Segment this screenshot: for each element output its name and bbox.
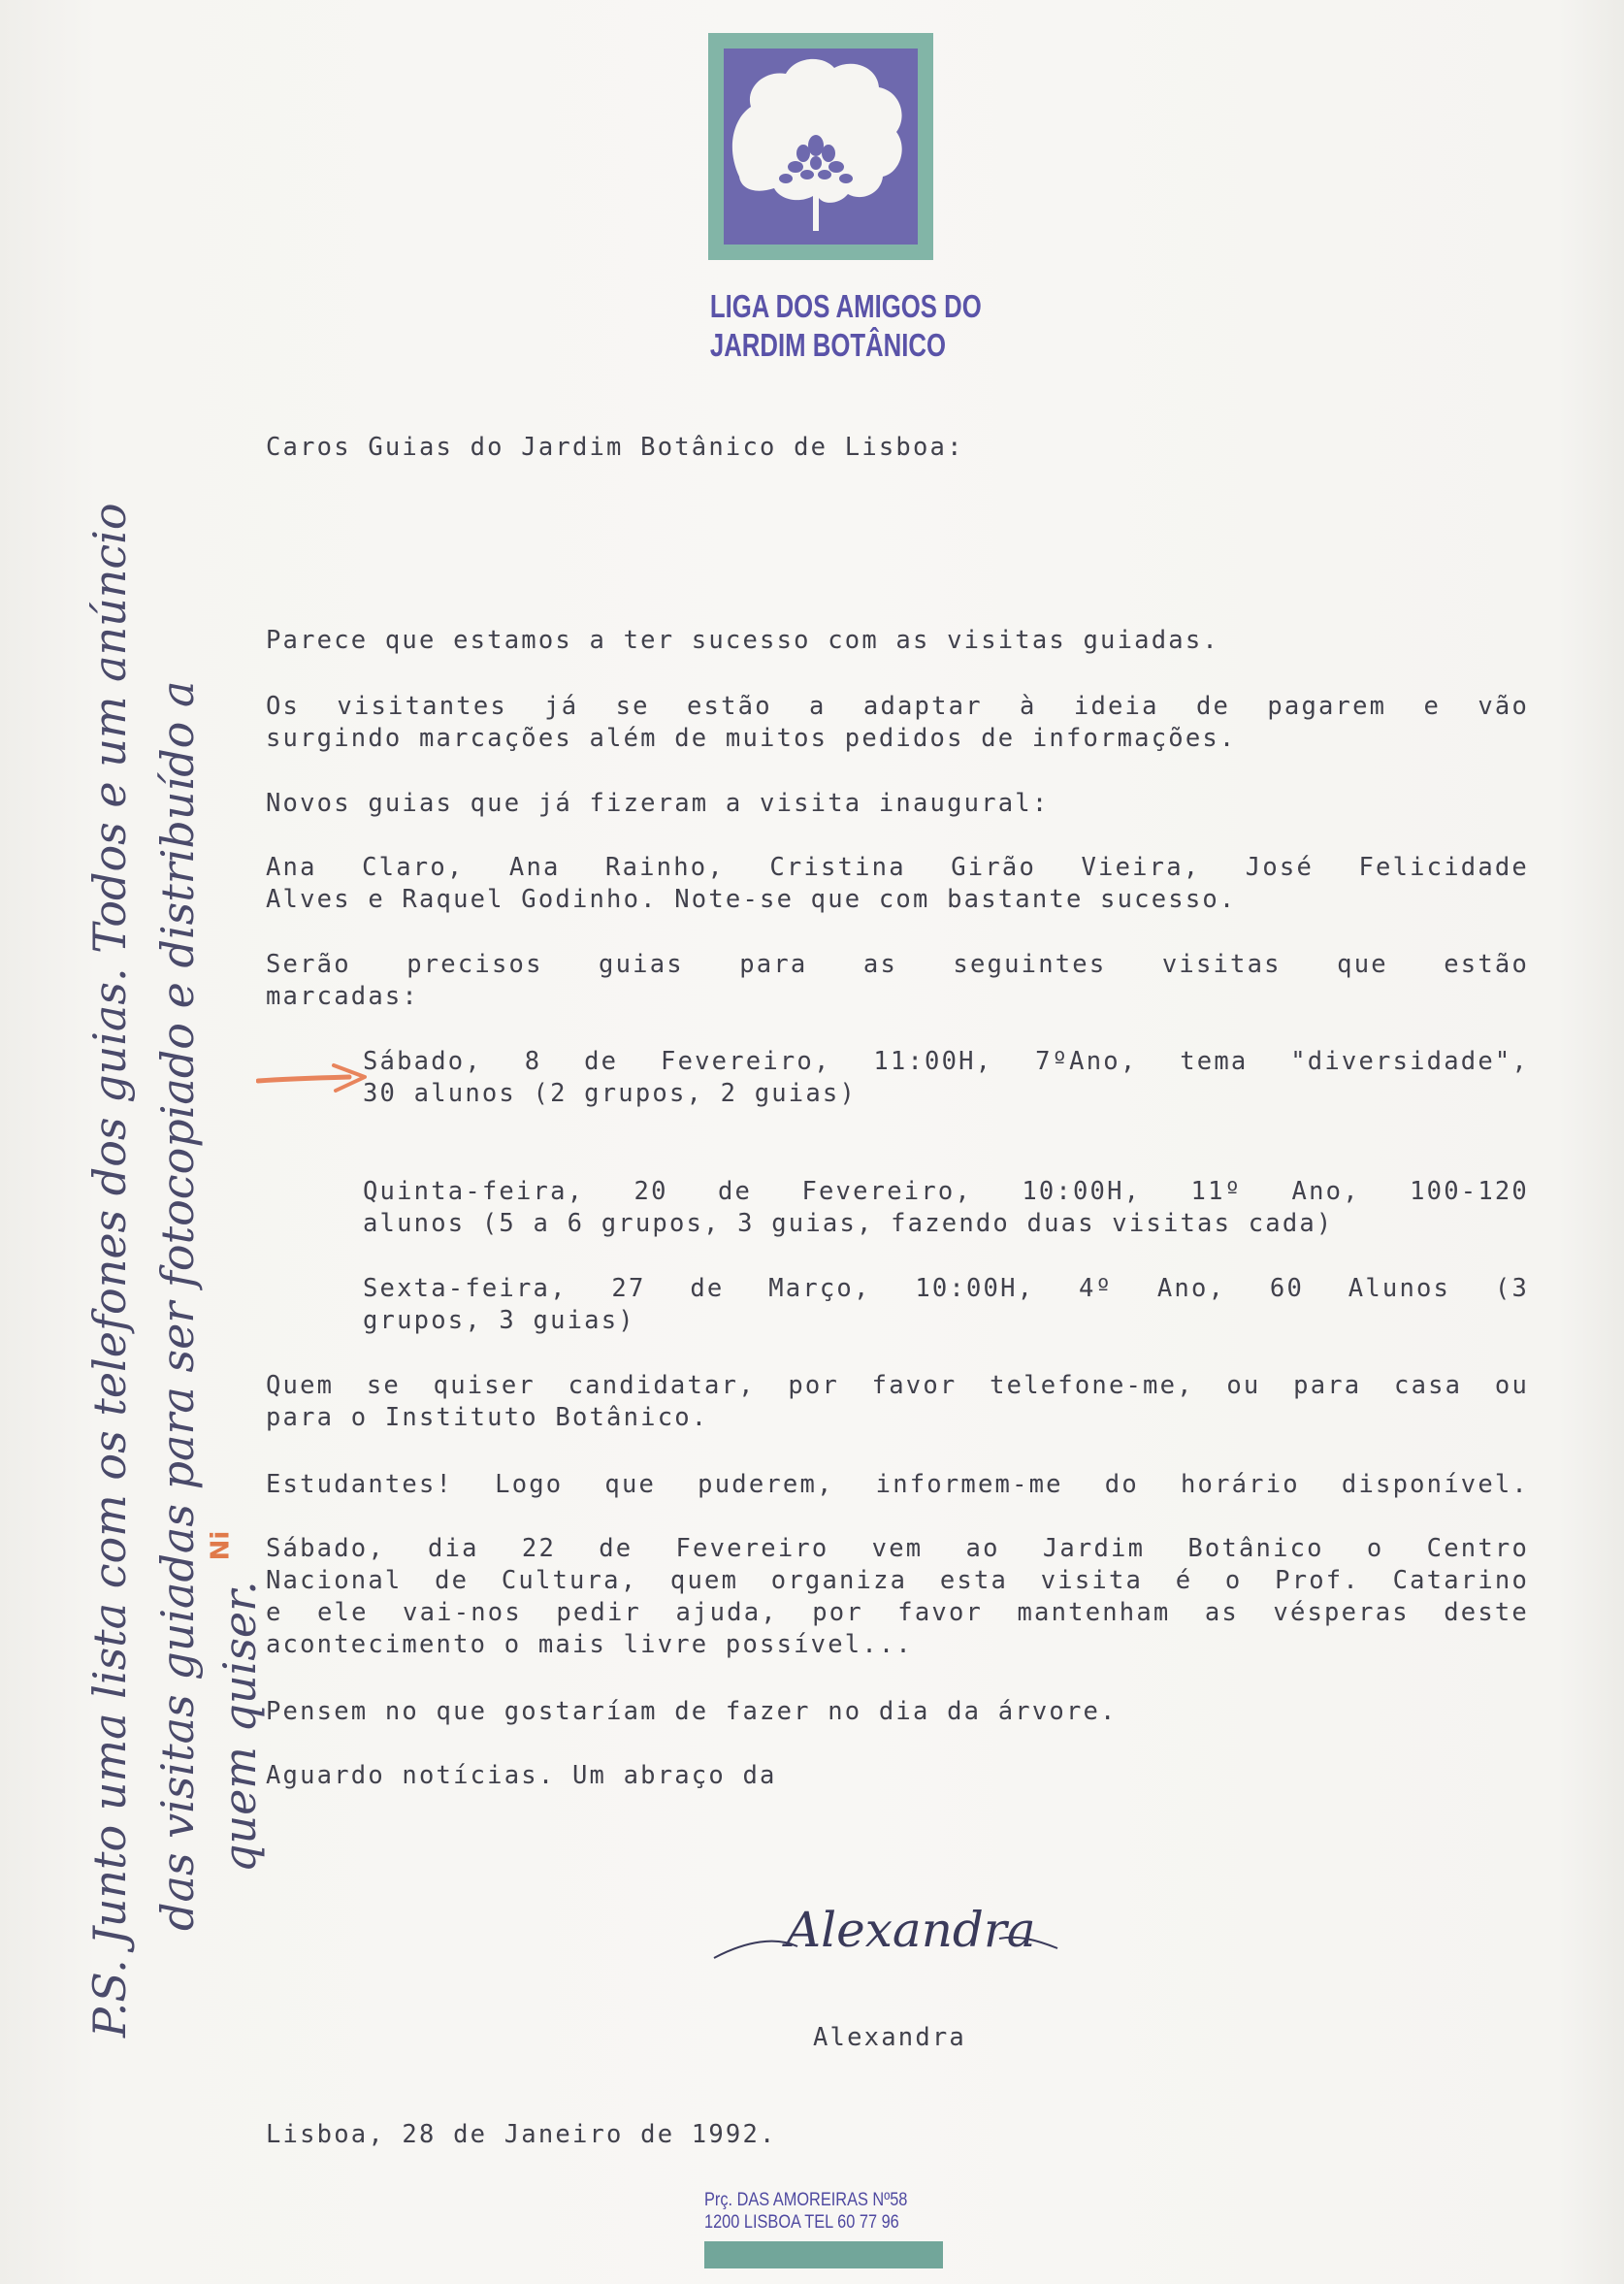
paragraph-2 [266,691,1529,755]
letter-date: Lisboa, 28 de Janeiro de 1992. [266,2120,777,2149]
text-line: Quinta-feira, 20 de Fevereiro, 10:00H, 11º Ano, 100-120 [363,1177,1529,1206]
paragraph-candidates [266,1370,1529,1434]
text-line: para o Instituto Botânico. [266,1403,709,1432]
text-line: Nacional de Cultura, quem organiza esta visita é o Prof. Catarino [266,1566,1529,1595]
text-line: Quem se quiser candidatar, por favor telefone-me, ou para casa ou [266,1371,1529,1400]
text-line: acontecimento o mais livre possível... [266,1630,913,1659]
text-line: surgindo marcações além de muitos pedidos de informações. [266,724,1237,753]
text-line: Os visitantes já se estão a adaptar à ideia de pagarem e vão [266,692,1529,721]
visit-3 [363,1273,1529,1337]
org-name-line-2: JARDIM BOTÂNICO [709,327,947,363]
handwritten-note-line-2: das visitas guiadas para ser fotocopiado e distribuído a [151,680,204,1931]
footer-address [704,2189,947,2234]
signature-text: Alexandra [786,1902,1036,1958]
text-line: Sábado, 8 de Fevereiro, 11:00H, 7ºAno, tema "diversidade", [363,1047,1529,1076]
text-line: Alves e Raquel Godinho. Note-se que com bastante sucesso. [266,885,1237,914]
footer-bar [704,2241,943,2268]
paragraph-new-guides [266,852,1529,916]
handwritten-note-line-1: P.S. Junto uma lista com os telefones dos guias. Todos e um anúncio [83,503,136,2038]
salutation: Caros Guias do Jardim Botânico de Lisboa: [266,433,964,462]
closing: Aguardo notícias. Um abraço da [266,1761,777,1790]
text-line: Serão precisos guias para as seguintes visitas que estão [266,950,1529,979]
tree-logo-icon [706,31,935,262]
text-line: Ana Claro, Ana Rainho, Cristina Girão Vieira, José Felicidade [266,853,1529,882]
visit-1 [363,1046,1529,1110]
footer-city-tel: 1200 LISBOA TEL 60 77 96 [704,2212,899,2233]
text-line: alunos (5 a 6 grupos, 3 guias, fazendo duas visitas cada) [363,1209,1334,1238]
paragraph-cultural-centre [266,1533,1529,1661]
paragraph-1: Parece que estamos a ter sucesso com as visitas guiadas. [266,626,1219,655]
sender-name: Alexandra [813,2023,966,2052]
paragraph-students [266,1469,1529,1501]
text-line: marcadas: [266,982,419,1011]
footer-street: Prç. DAS AMOREIRAS Nº58 [704,2190,908,2210]
paragraph-visits-intro [266,949,1529,1013]
org-name-line-1: LIGA DOS AMIGOS DO [709,288,982,324]
visit-2 [363,1176,1529,1240]
text-line: e ele vai-nos pedir ajuda, por favor mantenham as vésperas deste [266,1598,1529,1627]
arrow-icon [256,1061,371,1094]
text-line: Sexta-feira, 27 de Março, 10:00H, 4º Ano, 60 Alunos (3 [363,1274,1529,1303]
handwritten-signature [708,1890,1067,1977]
text-line: Sábado, dia 22 de Fevereiro vem ao Jardim Botânico o Centro [266,1534,1529,1563]
paragraph-tree-day: Pensem no que gostaríam de fazer no dia da árvore. [266,1697,1118,1726]
handwritten-note-line-3: quem quiser. [213,1581,266,1873]
paragraph-3: Novos guias que já fizeram a visita inaugural: [266,789,1050,818]
orange-mark: Ni [206,1530,236,1561]
organization-name [709,287,982,365]
text-line: grupos, 3 guias) [363,1306,635,1335]
text-line: 30 alunos (2 grupos, 2 guias) [363,1079,858,1108]
text-line: Estudantes! Logo que puderem, informem-me do horário disponível. [266,1470,1529,1499]
